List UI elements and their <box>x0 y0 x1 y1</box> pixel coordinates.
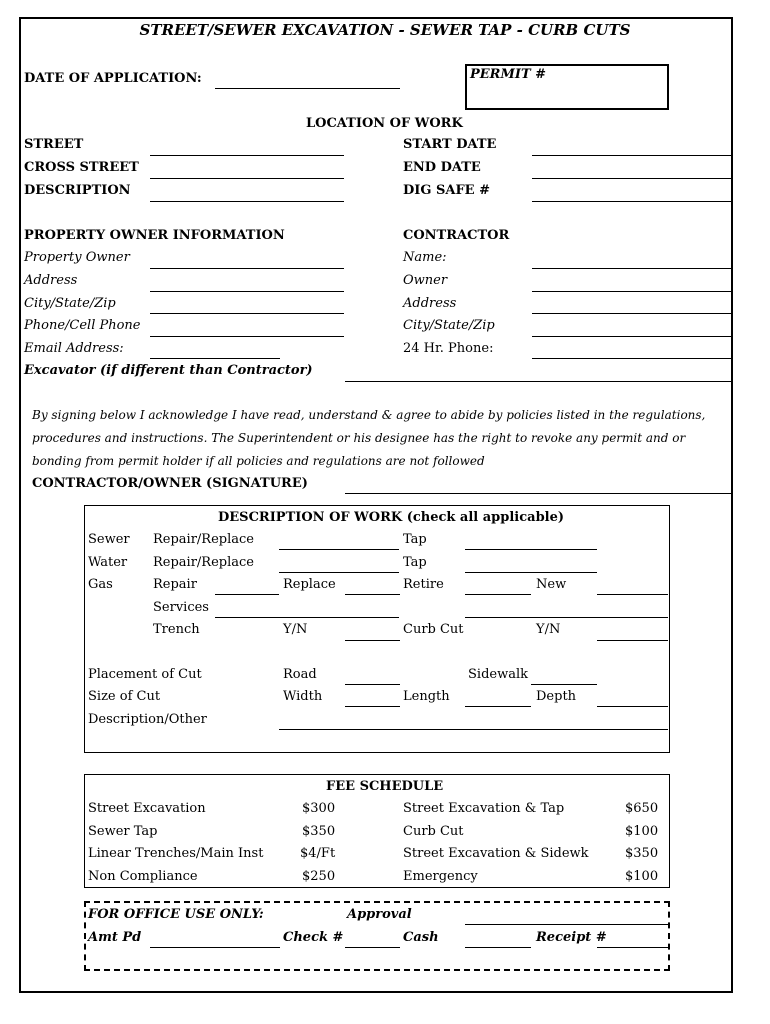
fee-right-price: $100 <box>625 824 659 839</box>
contractor-name-label: Name: <box>403 250 447 265</box>
fee-right-label: Emergency <box>403 869 478 884</box>
trench-yn-label: Y/N <box>283 622 308 637</box>
fee-right-price: $650 <box>625 801 659 816</box>
contractor-owner-field[interactable] <box>532 291 732 292</box>
road-label: Road <box>283 667 317 682</box>
work-heading: DESCRIPTION OF WORK (check all applicable) <box>218 510 565 525</box>
street-label: STREET <box>24 137 84 152</box>
fee-heading: FEE SCHEDULE <box>326 779 444 794</box>
permit-number-label: PERMIT # <box>470 67 547 82</box>
end-date-field[interactable] <box>532 178 732 179</box>
fee-left-price: $300 <box>302 801 336 816</box>
contractor-owner-label: Owner <box>403 273 448 288</box>
gas-new-field[interactable] <box>597 594 668 595</box>
fee-left-label: Sewer Tap <box>88 824 158 839</box>
office-heading: FOR OFFICE USE ONLY: <box>88 907 264 922</box>
sidewalk-label: Sidewalk <box>468 667 528 682</box>
contractor-city-label: City/State/Zip <box>403 318 495 333</box>
location-heading: LOCATION OF WORK <box>306 116 463 131</box>
check-field[interactable] <box>345 947 400 948</box>
contractor-phone-label: 24 Hr. Phone: <box>403 341 494 356</box>
gas-retire-field[interactable] <box>465 594 531 595</box>
sewer-repair-field[interactable] <box>279 549 399 550</box>
contractor-city-field[interactable] <box>532 336 732 337</box>
fee-right-label: Street Excavation & Sidewk <box>403 846 589 861</box>
gas-retire-label: Retire <box>403 577 444 592</box>
disclaimer-line-1: By signing below I acknowledge I have read, understand & agree to abide by policies listed in the regulations, <box>32 408 706 422</box>
start-date-field[interactable] <box>532 155 732 156</box>
curb-cut-yn-label: Y/N <box>536 622 561 637</box>
water-repair-field[interactable] <box>279 572 399 573</box>
cross-street-label: CROSS STREET <box>24 160 139 175</box>
contractor-phone-field[interactable] <box>532 358 732 359</box>
owner-city-field[interactable] <box>150 313 344 314</box>
fee-left-label: Street Excavation <box>88 801 206 816</box>
street-field[interactable] <box>150 155 344 156</box>
approval-label: Approval <box>347 907 412 922</box>
owner-address-field[interactable] <box>150 291 344 292</box>
fee-right-label: Curb Cut <box>403 824 464 839</box>
disclaimer-line-3: bonding from permit holder if all policies and regulations are not followed <box>32 454 485 468</box>
description-other-label: Description/Other <box>88 712 207 727</box>
amt-pd-label: Amt Pd <box>88 930 142 945</box>
contractor-address-field[interactable] <box>532 313 732 314</box>
size-label: Size of Cut <box>88 689 161 704</box>
services-label: Services <box>153 600 209 615</box>
length-field[interactable] <box>465 706 531 707</box>
owner-city-label: City/State/Zip <box>24 296 116 311</box>
description-other-field[interactable] <box>279 729 668 730</box>
receipt-label: Receipt # <box>536 930 607 945</box>
date-of-application-field[interactable] <box>215 88 400 89</box>
owner-name-label: Property Owner <box>24 250 130 265</box>
fee-left-price: $4/Ft <box>300 846 336 861</box>
services-field-1[interactable] <box>215 617 399 618</box>
width-field[interactable] <box>345 706 400 707</box>
water-tap-label: Tap <box>403 555 427 570</box>
approval-field[interactable] <box>465 924 668 925</box>
gas-new-label: New <box>536 577 567 592</box>
signature-field[interactable] <box>345 493 732 494</box>
excavator-field[interactable] <box>345 381 732 382</box>
sewer-repair-label: Repair/Replace <box>153 532 254 547</box>
cross-street-field[interactable] <box>150 178 344 179</box>
fee-left-price: $350 <box>302 824 336 839</box>
sidewalk-field[interactable] <box>531 684 597 685</box>
contractor-heading: CONTRACTOR <box>403 228 510 243</box>
description-label: DESCRIPTION <box>24 183 131 198</box>
gas-label: Gas <box>88 577 113 592</box>
receipt-field[interactable] <box>597 947 668 948</box>
fee-left-label: Linear Trenches/Main Inst <box>88 846 264 861</box>
curb-cut-label: Curb Cut <box>403 622 464 637</box>
contractor-name-field[interactable] <box>532 268 732 269</box>
depth-label: Depth <box>536 689 577 704</box>
sewer-tap-field[interactable] <box>465 549 597 550</box>
sewer-tap-label: Tap <box>403 532 427 547</box>
trench-label: Trench <box>153 622 200 637</box>
fee-left-label: Non Compliance <box>88 869 198 884</box>
disclaimer-line-2: procedures and instructions. The Superintendent or his designee has the right to revoke any permit and or <box>32 431 686 445</box>
sewer-label: Sewer <box>88 532 130 547</box>
length-label: Length <box>403 689 450 704</box>
gas-replace-field[interactable] <box>345 594 400 595</box>
owner-email-field[interactable] <box>150 358 280 359</box>
width-label: Width <box>283 689 323 704</box>
form-title: STREET/SEWER EXCAVATION - SEWER TAP - CURB CUTS <box>139 21 631 39</box>
fee-right-price: $350 <box>625 846 659 861</box>
services-field-2[interactable] <box>465 617 668 618</box>
start-date-label: START DATE <box>403 137 497 152</box>
description-field[interactable] <box>150 201 344 202</box>
fee-right-label: Street Excavation & Tap <box>403 801 565 816</box>
date-of-application-label: DATE OF APPLICATION: <box>24 71 202 86</box>
contractor-address-label: Address <box>403 296 457 311</box>
curb-cut-field[interactable] <box>597 640 668 641</box>
gas-repair-field[interactable] <box>215 594 279 595</box>
water-tap-field[interactable] <box>465 572 597 573</box>
owner-email-label: Email Address: <box>24 341 124 356</box>
end-date-label: END DATE <box>403 160 481 175</box>
owner-address-label: Address <box>24 273 78 288</box>
cash-field[interactable] <box>465 947 531 948</box>
amt-pd-field[interactable] <box>150 947 280 948</box>
dig-safe-label: DIG SAFE # <box>403 183 491 198</box>
fee-right-price: $100 <box>625 869 659 884</box>
owner-name-field[interactable] <box>150 268 344 269</box>
fee-left-price: $250 <box>302 869 336 884</box>
signature-label: CONTRACTOR/OWNER (SIGNATURE) <box>32 476 308 491</box>
owner-phone-field[interactable] <box>150 336 344 337</box>
depth-field[interactable] <box>597 706 668 707</box>
owner-phone-label: Phone/Cell Phone <box>24 318 141 333</box>
cash-label: Cash <box>403 930 439 945</box>
water-label: Water <box>88 555 128 570</box>
owner-heading: PROPERTY OWNER INFORMATION <box>24 228 285 243</box>
gas-repair-label: Repair <box>153 577 197 592</box>
trench-field[interactable] <box>345 640 400 641</box>
gas-replace-label: Replace <box>283 577 336 592</box>
placement-label: Placement of Cut <box>88 667 202 682</box>
excavator-label: Excavator (if different than Contractor) <box>24 363 313 378</box>
road-field[interactable] <box>345 684 400 685</box>
check-label: Check # <box>283 930 344 945</box>
water-repair-label: Repair/Replace <box>153 555 254 570</box>
dig-safe-field[interactable] <box>532 201 732 202</box>
